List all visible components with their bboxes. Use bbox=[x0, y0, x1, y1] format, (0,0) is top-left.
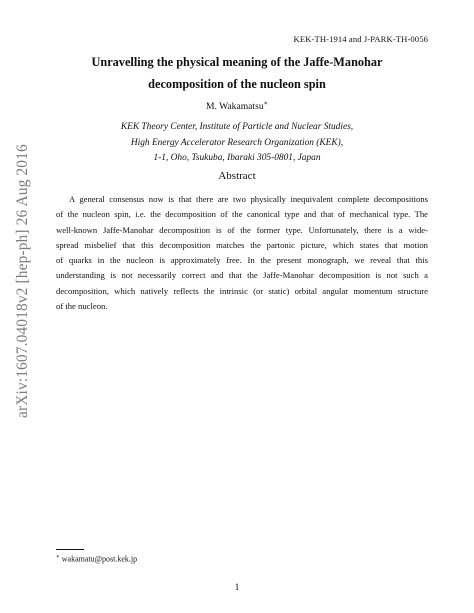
arxiv-identifier-stamp: arXiv:1607.04018v2 [hep-ph] 26 Aug 2016 bbox=[14, 144, 31, 418]
abstract-body bbox=[56, 192, 428, 314]
title-line: decomposition of the nucleon spin bbox=[148, 77, 326, 91]
footnote-mark: ∗ bbox=[56, 554, 60, 560]
abstract-line: A general consensus now is that there are two physically inequivalent complete decompositions bbox=[69, 194, 428, 204]
footnote bbox=[56, 554, 137, 564]
abstract-line: spread misbelief that this decomposition matches the partonic picture, which states that motion bbox=[56, 239, 428, 250]
abstract-line: decomposition, which natively reflects the intrinsic (or static) orbital angular momentum structure bbox=[56, 285, 428, 296]
title-line: Unravelling the physical meaning of the Jaffe-Manohar bbox=[91, 55, 383, 69]
author-footnote-mark: ∗ bbox=[263, 100, 269, 107]
footnote-rule bbox=[56, 549, 84, 550]
abstract-line: well-known Jaffe-Manohar decomposition is of the former type. Unfortunately, there is a wide- bbox=[56, 224, 428, 235]
author-name: M. Wakamatsu bbox=[205, 101, 264, 113]
affiliation-line: 1-1, Oho, Tsukuba, Ibaraki 305-0801, Japan bbox=[153, 153, 321, 163]
paper-title bbox=[40, 51, 434, 95]
author bbox=[40, 99, 434, 112]
affiliation-line: KEK Theory Center, Institute of Particle and Nuclear Studies, bbox=[120, 122, 354, 132]
abstract-line: of quarks in the nucleon is approximately free. In the present monograph, we reveal that this bbox=[56, 255, 428, 266]
abstract-line: of the nucleon spin, i.e. the decomposition of the canonical type and that of mechanical type. The bbox=[56, 209, 428, 220]
affiliation-line: High Energy Accelerator Research Organization (KEK), bbox=[130, 137, 344, 148]
abstract-heading: Abstract bbox=[218, 170, 256, 182]
abstract-line: understanding is not necessarily correct and that the Jaffe-Manohar decomposition is not such a bbox=[56, 270, 428, 281]
affiliation bbox=[40, 120, 434, 167]
page-number: 1 bbox=[234, 582, 240, 593]
footnote-email: wakamatu@post.kek.jp bbox=[61, 554, 138, 564]
report-numbers: KEK-TH-1914 and J-PARK-TH-0056 bbox=[293, 34, 428, 44]
abstract-line: of the nucleon. bbox=[56, 301, 108, 312]
